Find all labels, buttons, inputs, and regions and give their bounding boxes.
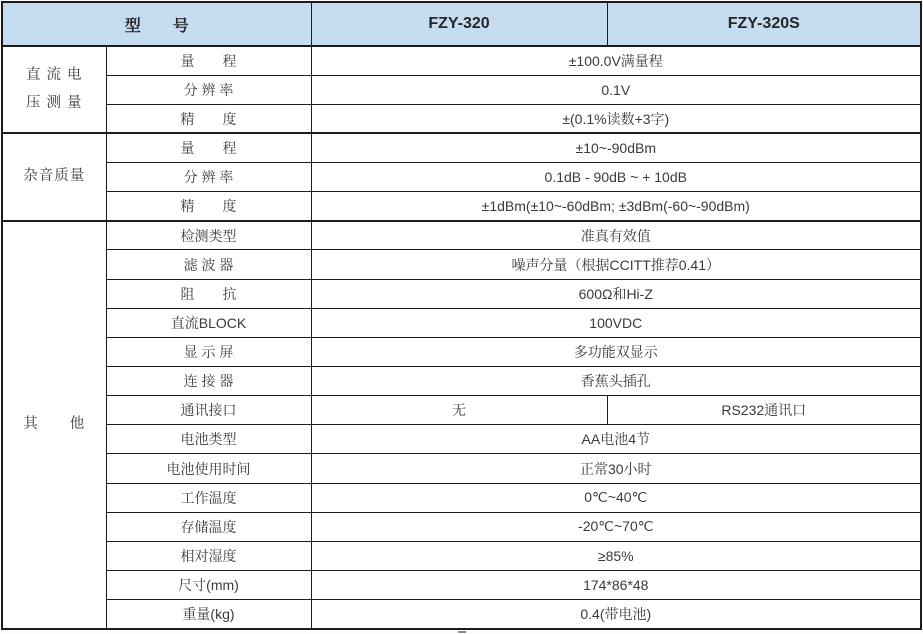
spec-value-fzy320: 无 bbox=[311, 396, 607, 425]
row-comm-interface bbox=[2, 396, 921, 425]
spec-label: 阻 抗 bbox=[106, 279, 311, 308]
spec-label: 电池使用时间 bbox=[106, 454, 311, 483]
row-display bbox=[2, 337, 921, 366]
row-storage-temp bbox=[2, 512, 921, 541]
row-connector bbox=[2, 367, 921, 396]
spec-value: 0.4(带电池) bbox=[311, 600, 921, 629]
spec-label: 精 度 bbox=[106, 192, 311, 221]
spec-label: 滤 波 器 bbox=[106, 250, 311, 279]
group-dc-voltage bbox=[2, 46, 106, 133]
header-row bbox=[2, 2, 921, 46]
model-fzy320s-cell: FZY-320S bbox=[607, 2, 921, 46]
spec-label: 重量(kg) bbox=[106, 600, 311, 629]
spec-value: ±100.0V满量程 bbox=[311, 46, 921, 75]
spec-value: ±(0.1%读数+3字) bbox=[311, 104, 921, 133]
spec-label: 显 示 屏 bbox=[106, 337, 311, 366]
spec-value: 100VDC bbox=[311, 308, 921, 337]
spec-value: ±1dBm(±10~-60dBm; ±3dBm(-60~-90dBm) bbox=[311, 192, 921, 221]
spec-label: 精 度 bbox=[106, 104, 311, 133]
group-noise-quality bbox=[2, 133, 106, 220]
group-dc-line2: 压 测 量 bbox=[25, 94, 83, 111]
row-operating-temp bbox=[2, 483, 921, 512]
row-battery-type bbox=[2, 425, 921, 454]
spec-value: 0℃~40℃ bbox=[311, 483, 921, 512]
group-noise-line1: 杂音质量 bbox=[23, 168, 86, 185]
row-noise-range bbox=[2, 133, 921, 162]
row-battery-life bbox=[2, 454, 921, 483]
row-dc-resolution bbox=[2, 75, 921, 104]
spec-label: 相对湿度 bbox=[106, 541, 311, 570]
group-dc-line1: 直 流 电 bbox=[25, 67, 83, 84]
spec-table-container bbox=[1, 1, 922, 630]
row-detection-type bbox=[2, 221, 921, 250]
spec-label: 尺寸(mm) bbox=[106, 571, 311, 600]
row-filter bbox=[2, 250, 921, 279]
spec-value: 600Ω和Hi-Z bbox=[311, 279, 921, 308]
row-dc-block bbox=[2, 308, 921, 337]
spec-label: 检测类型 bbox=[106, 221, 311, 250]
row-noise-accuracy bbox=[2, 192, 921, 221]
spec-value: AA电池4节 bbox=[311, 425, 921, 454]
group-other-line1: 其 他 bbox=[23, 416, 86, 433]
group-other bbox=[2, 221, 106, 629]
row-impedance bbox=[2, 279, 921, 308]
spec-label: 量 程 bbox=[106, 46, 311, 75]
row-dc-accuracy bbox=[2, 104, 921, 133]
row-dimensions bbox=[2, 571, 921, 600]
scan-artifact-mark bbox=[458, 631, 466, 633]
spec-value: ±10~-90dBm bbox=[311, 133, 921, 162]
spec-label: 工作温度 bbox=[106, 483, 311, 512]
spec-label: 分 辨 率 bbox=[106, 163, 311, 192]
spec-label: 通讯接口 bbox=[106, 396, 311, 425]
spec-table bbox=[1, 1, 922, 630]
row-relative-humidity bbox=[2, 541, 921, 570]
spec-label: 分 辨 率 bbox=[106, 75, 311, 104]
spec-value: 0.1V bbox=[311, 75, 921, 104]
spec-value: 香蕉头插孔 bbox=[311, 367, 921, 396]
spec-label: 直流BLOCK bbox=[106, 308, 311, 337]
spec-value: 0.1dB - 90dB ~ + 10dB bbox=[311, 163, 921, 192]
spec-value: -20℃~70℃ bbox=[311, 512, 921, 541]
spec-value: 多功能双显示 bbox=[311, 337, 921, 366]
model-fzy320-cell: FZY-320 bbox=[311, 2, 607, 46]
model-header-cell: 型 号 bbox=[2, 2, 311, 46]
spec-value: 174*86*48 bbox=[311, 571, 921, 600]
row-weight bbox=[2, 600, 921, 629]
spec-label: 量 程 bbox=[106, 133, 311, 162]
spec-value: ≥85% bbox=[311, 541, 921, 570]
spec-value: 噪声分量（根据CCITT推荐0.41） bbox=[311, 250, 921, 279]
row-dc-range bbox=[2, 46, 921, 75]
spec-value: 正常30小时 bbox=[311, 454, 921, 483]
spec-value-fzy320s: RS232通讯口 bbox=[607, 396, 921, 425]
spec-label: 连 接 器 bbox=[106, 367, 311, 396]
row-noise-resolution bbox=[2, 163, 921, 192]
spec-value: 准真有效值 bbox=[311, 221, 921, 250]
spec-label: 存储温度 bbox=[106, 512, 311, 541]
spec-label: 电池类型 bbox=[106, 425, 311, 454]
